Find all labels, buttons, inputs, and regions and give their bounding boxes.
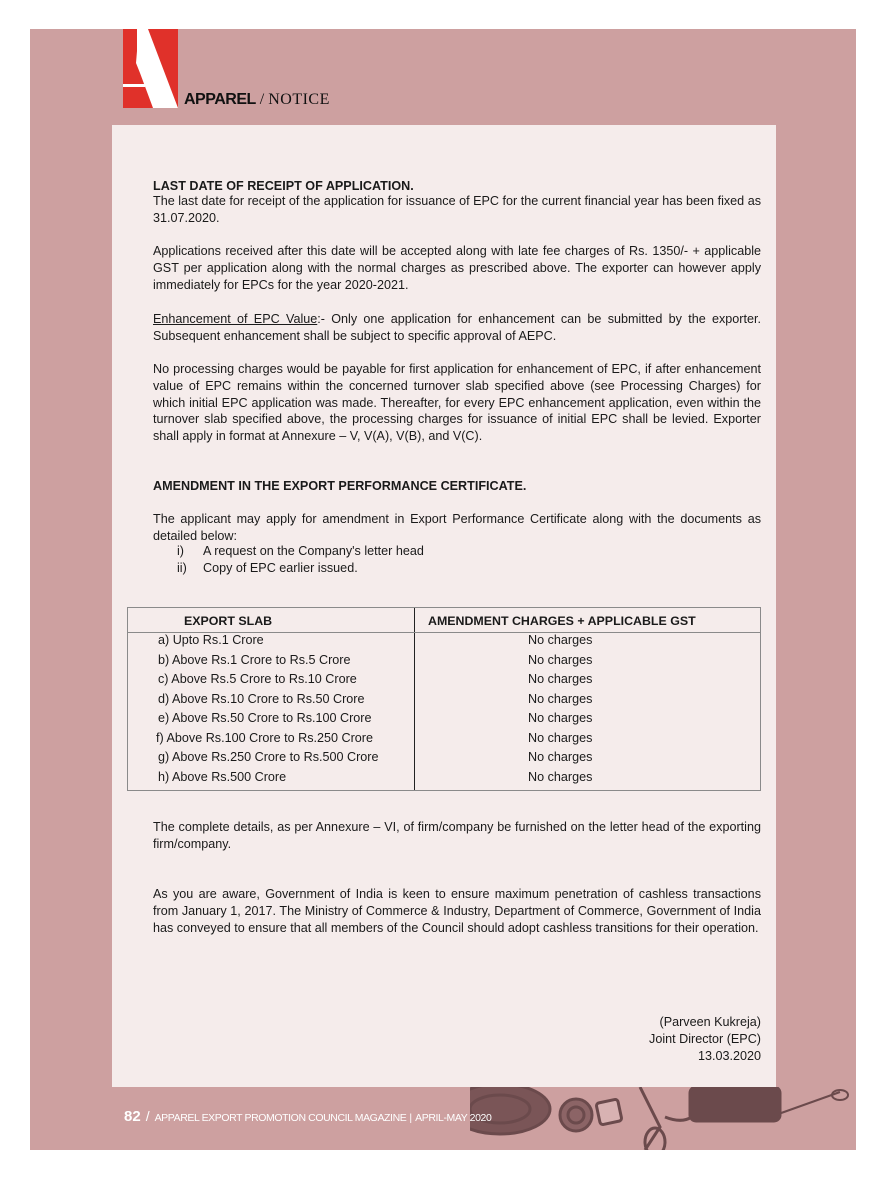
slab-cell: b) Above Rs.1 Crore to Rs.5 Crore xyxy=(158,652,351,667)
list-item xyxy=(177,543,424,560)
charge-cell: No charges xyxy=(528,633,593,647)
table-row xyxy=(128,709,760,728)
slab-cell: f) Above Rs.100 Crore to Rs.250 Crore xyxy=(156,730,373,745)
charge-cell: No charges xyxy=(528,691,593,706)
page-number: 82 xyxy=(124,1108,141,1125)
brand-name: APPAREL xyxy=(184,91,256,108)
amendment-intro: The applicant may apply for amendment in Export Performance Certificate along with the documents as detailed below: xyxy=(153,512,761,543)
signature-block xyxy=(649,1014,761,1064)
list-item-text: A request on the Company's letter head xyxy=(203,544,424,558)
slab-cell: a) Upto Rs.1 Crore xyxy=(158,633,264,647)
amendment-charges-table xyxy=(127,607,761,791)
charge-cell: No charges xyxy=(528,769,593,784)
sewing-tools-illustration-icon xyxy=(470,1087,870,1150)
charge-cell: No charges xyxy=(528,711,593,725)
slab-cell: d) Above Rs.10 Crore to Rs.50 Crore xyxy=(158,691,365,706)
apparel-logo-icon xyxy=(123,29,178,108)
last-date-body: The last date for receipt of the application for issuance of EPC for the current financial year has been fixed as 31.07.2020. xyxy=(153,194,761,225)
issue-date: APRIL-MAY 2020 xyxy=(415,1112,492,1124)
charge-cell: No charges xyxy=(528,652,593,667)
last-date-heading: LAST DATE OF RECEIPT OF APPLICATION. xyxy=(153,179,414,193)
complete-details-paragraph: The complete details, as per Annexure – VI, of firm/company be furnished on the letter head of the exporting firm/company. xyxy=(153,820,761,851)
slab-cell: g) Above Rs.250 Crore to Rs.500 Crore xyxy=(158,750,379,764)
signature-date: 13.03.2020 xyxy=(697,1048,761,1063)
signatory-name: (Parveen Kukreja) xyxy=(659,1015,761,1029)
section-name: NOTICE xyxy=(268,91,330,108)
table-row xyxy=(128,631,760,650)
list-item-number: i) xyxy=(177,544,184,558)
enhancement-body: :- Only one application for enhancement can be submitted by the exporter. Subsequent enhancement shall be subject to specific approval of AEPC. xyxy=(153,312,761,343)
page-header xyxy=(184,91,330,109)
charge-cell: No charges xyxy=(528,672,593,686)
charge-cell: No charges xyxy=(528,730,593,745)
footer-bar: | xyxy=(409,1112,413,1124)
footer-separator: / xyxy=(145,1108,150,1124)
slab-cell: h) Above Rs.500 Crore xyxy=(158,769,287,784)
processing-charges-paragraph: No processing charges would be payable for first application for enhancement of EPC, if after enhancement value of EPC remains within the concerned turnover slab specified above (see Processing Charges) for which initial EPC application was made. Thereafter, for every EPC enhancement application, even within the turnover slab specified above, the processing charges for issuance of initial EPC shall be levied. Exporter shall apply in format at Annexure – V, V(A), V(B), and V(C). xyxy=(153,362,761,444)
list-item xyxy=(177,560,358,577)
charge-cell: No charges xyxy=(528,750,593,764)
table-row xyxy=(128,651,760,670)
table-row xyxy=(128,670,760,689)
table-row xyxy=(128,748,760,767)
enhancement-label: Enhancement of EPC Value xyxy=(153,312,318,326)
late-fee-paragraph: Applications received after this date will be accepted along with late fee charges of Rs. 1350/- + applicable GST per application along with the normal charges as prescribed above. The exporter can however apply immediately for EPCs for the year 2020-2021. xyxy=(153,244,761,292)
slab-cell: c) Above Rs.5 Crore to Rs.10 Crore xyxy=(158,672,357,686)
amendment-heading: AMENDMENT IN THE EXPORT PERFORMANCE CERTIFICATE. xyxy=(153,479,527,493)
list-item-number: ii) xyxy=(177,561,187,575)
table-row xyxy=(128,690,760,709)
page-footer xyxy=(124,1107,491,1127)
magazine-name: APPAREL EXPORT PROMOTION COUNCIL MAGAZINE xyxy=(154,1112,407,1124)
signatory-title: Joint Director (EPC) xyxy=(649,1031,761,1046)
slab-cell: e) Above Rs.50 Crore to Rs.100 Crore xyxy=(158,711,372,725)
column-header-export-slab: EXPORT SLAB xyxy=(184,614,273,628)
column-header-amendment-charges: AMENDMENT CHARGES + APPLICABLE GST xyxy=(428,614,696,628)
header-separator: / xyxy=(259,91,265,108)
enhancement-paragraph xyxy=(153,311,761,345)
table-row xyxy=(128,768,760,787)
list-item-text: Copy of EPC earlier issued. xyxy=(203,561,358,575)
cashless-paragraph: As you are aware, Government of India is keen to ensure maximum penetration of cashless transactions from January 1, 2017. The Ministry of Commerce & Industry, Department of Commerce, Government of India has conveyed to ensure that all members of the Council should adopt cashless transitions for their operation. xyxy=(153,887,761,935)
table-row xyxy=(128,729,760,748)
